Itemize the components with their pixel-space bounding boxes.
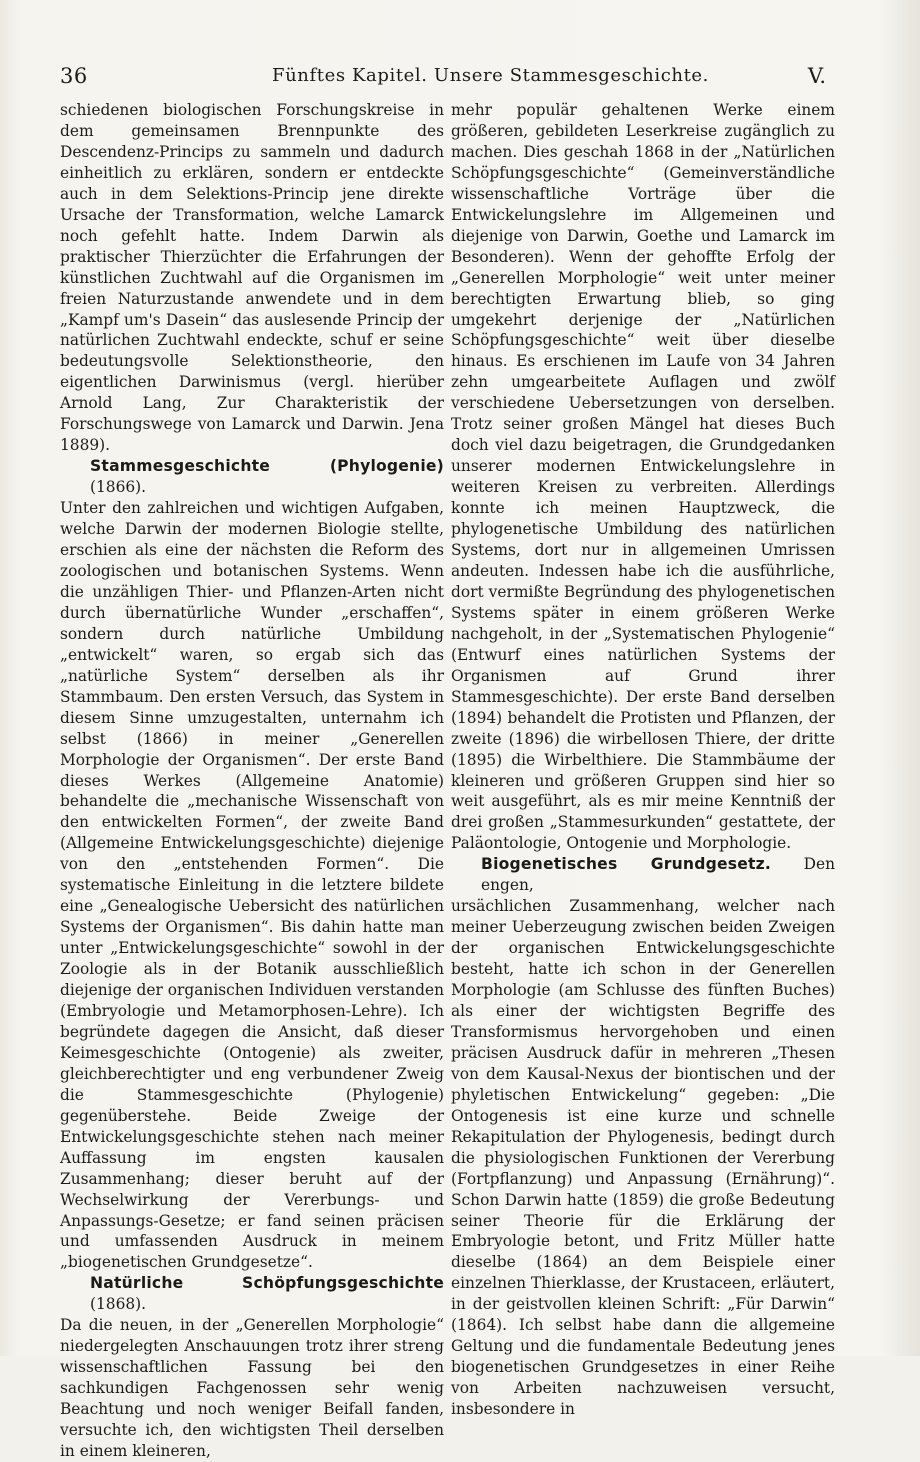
heading-title: Stammesgeschichte (Phylogenie) [90, 457, 444, 476]
running-title: Fünftes Kapitel. Unsere Stammesgeschichte. [272, 65, 710, 86]
page-number: 36 [60, 64, 88, 88]
section-heading-phylogenie [60, 456, 444, 498]
paragraph-schoepfungsgeschichte-cont: mehr populär gehaltenen Werke einem größeren, gebildeten Leserkreise zugänglich zu machen. Dies geschah 1868 in der „Natürlichen Schöpfungsgeschichte“ (Gemeinverständliche wissenschaftliche Vorträge über die Entwickelungslehre im Allgemeinen und diejenige von Darwin, Goethe und Lamarck im Besonderen). Wenn der gehoffte Erfolg der „Generellen Morphologie“ weit unter meiner berechtigten Erwartung blieb, so ging umgekehrt derjenige der „Natürlichen Schöpfungsgeschichte“ weit über dieselbe hinaus. Es erschienen im Laufe von 34 Jahren zehn umgearbeitete Auflagen und zwölf verschiedene Uebersetzungen von derselben. Trotz seiner großen Mängel hat dieses Buch doch viel dazu beigetragen, die Grundgedanken unserer modernen Entwickelungslehre in weiteren Kreisen zu verbreiten. Allerdings konnte ich meinen Hauptzweck, die phylogenetische Umbildung des natürlichen Systems, dort nur in allgemeinen Umrissen andeuten. Indessen habe ich die ausführliche, dort vermißte Begründung des phylogenetischen Systems später in einem größeren Werke nachgeholt, in der „Systematischen Phylogenie“ (Entwurf eines natürlichen Systems der Organismen auf Grund ihrer Stammesgeschichte). Der erste Band derselben (1894) behandelt die Protisten und Pflanzen, der zweite (1896) die wirbellosen Thiere, der dritte (1895) die Wirbelthiere. Die Stammbäume der kleineren und größeren Gruppen sind hier so weit ausgeführt, als es mir meine Kenntniß der drei großen „Stammesurkunden“ gestattete, der Paläontologie, Ontogenie und Morphologie. [451, 101, 835, 853]
heading-lead-text: Den engen, [481, 855, 835, 895]
paragraph-grundgesetz: ursächlichen Zusammenhang, welcher nach meiner Ueberzeugung zwischen beiden Zweigen der organischen Entwickelungsgeschichte besteht, hatte ich schon in der Generellen Morphologie (am Schlusse des fünften Buches) als einer der wichtigsten Begriffe des Transformismus hervorgehoben und einen präcisen Ausdruck dafür in mehreren „Thesen von dem Kausal-Nexus der biontischen und der phyletischen Entwickelung“ gegeben: „Die Ontogenesis ist eine kurze und schnelle Rekapitulation der Phylogenesis, bedingt durch die physiologischen Funktionen der Vererbung (Fortpflanzung) und Anpassung (Ernährung)“. Schon Darwin hatte (1859) die große Bedeutung seiner Theorie für die Erklärung der Embryologie betont, und Fritz Müller hatte dieselbe (1864) an dem Beispiele einer einzelnen Thierklasse, der Krustaceen, erläutert, in der geistvollen kleinen Schrift: „Für Darwin“ (1864). Ich selbst habe dann die allgemeine Geltung und die fundamentale Bedeutung jenes biogenetischen Grundgesetzes in einer Reihe von Arbeiten nachzuweisen versucht, insbesondere in [451, 897, 835, 1419]
left-column [60, 100, 444, 1462]
heading-year: (1866). [90, 478, 147, 497]
heading-title: Natürliche Schöpfungsgeschichte [90, 1274, 444, 1293]
right-column [451, 100, 835, 1420]
page-header [60, 62, 826, 96]
paragraph-darwin-selection: schiedenen biologischen Forschungskreise in dem gemeinsamen Brennpunkte des Descendenz-Princips zu sammeln und dadurch einheitlich zu erklären, sondern er entdeckte auch in dem Selektions-Princip jene direkte Ursache der Transformation, welche Lamarck noch gefehlt hatte. Indem Darwin als praktischer Thierzüchter die Erfahrungen der künstlichen Zuchtwahl auf die Organismen im freien Naturzustande anwendete und in dem „Kampf um's Dasein“ das auslesende Princip der natürlichen Zuchtwahl endeckte, schuf er seine bedeutungsvolle Selektionstheorie, den eigentlichen Darwinismus (vergl. hierüber Arnold Lang, Zur Charakteristik der Forschungswege von Lamarck und Darwin. Jena 1889). [60, 101, 444, 455]
paragraph-schoepfungsgeschichte-start: Da die neuen, in der „Generellen Morphologie“ niedergelegten Anschauungen trotz ihrer streng wissenschaftlichen Fassung bei den sachkundigen Fachgenossen sehr wenig Beachtung und noch weniger Beifall fanden, versuchte ich, den wichtigsten Theil derselben in einem kleineren, [60, 1316, 444, 1460]
section-heading-schoepfungsgeschichte [60, 1273, 444, 1315]
heading-year: (1868). [90, 1295, 147, 1314]
paragraph-phylogenie: Unter den zahlreichen und wichtigen Aufgaben, welche Darwin der modernen Biologie stellte, erschien als eine der nächsten die Reform des zoologischen und botanischen Systems. Wenn die unzähligen Thier- und Pflanzen-Arten nicht durch übernatürliche Wunder „erschaffen“, sondern durch natürliche Umbildung „entwickelt“ waren, so ergab sich das „natürliche System“ derselben als ihr Stammbaum. Den ersten Versuch, das System in diesem Sinne umzugestalten, unternahm ich selbst (1866) in meiner „Generellen Morphologie der Organismen“. Der erste Band dieses Werkes (Allgemeine Anatomie) behandelte die „mechanische Wissenschaft von den entwickelten Formen“, der zweite Band (Allgemeine Entwickelungsgeschichte) diejenige von den „entstehenden Formen“. Die systematische Einleitung in die letztere bildete eine „Genealogische Uebersicht des natürlichen Systems der Organismen“. Bis dahin hatte man unter „Entwickelungsgeschichte“ sowohl in der Zoologie als in der Botanik ausschließlich diejenige der organischen Individuen verstanden (Embryologie und Metamorphosen-Lehre). Ich begründete dagegen die Ansicht, daß dieser Keimesgeschichte (Ontogenie) als zweiter, gleichberechtigter und eng verbundener Zweig die Stammesgeschichte (Phylogenie) gegenüberstehe. Beide Zweige der Entwickelungsgeschichte stehen nach meiner Auffassung im engsten kausalen Zusammenhang; dieser beruht auf der Wechselwirkung der Vererbungs- und Anpassungs-Gesetze; er fand seinen präcisen und umfassenden Ausdruck in meinem „biogenetischen Grundgesetze“. [60, 499, 444, 1272]
section-heading-grundgesetz [451, 854, 835, 896]
heading-title: Biogenetisches Grundgesetz. [481, 855, 772, 874]
chapter-number: V. [807, 64, 826, 88]
